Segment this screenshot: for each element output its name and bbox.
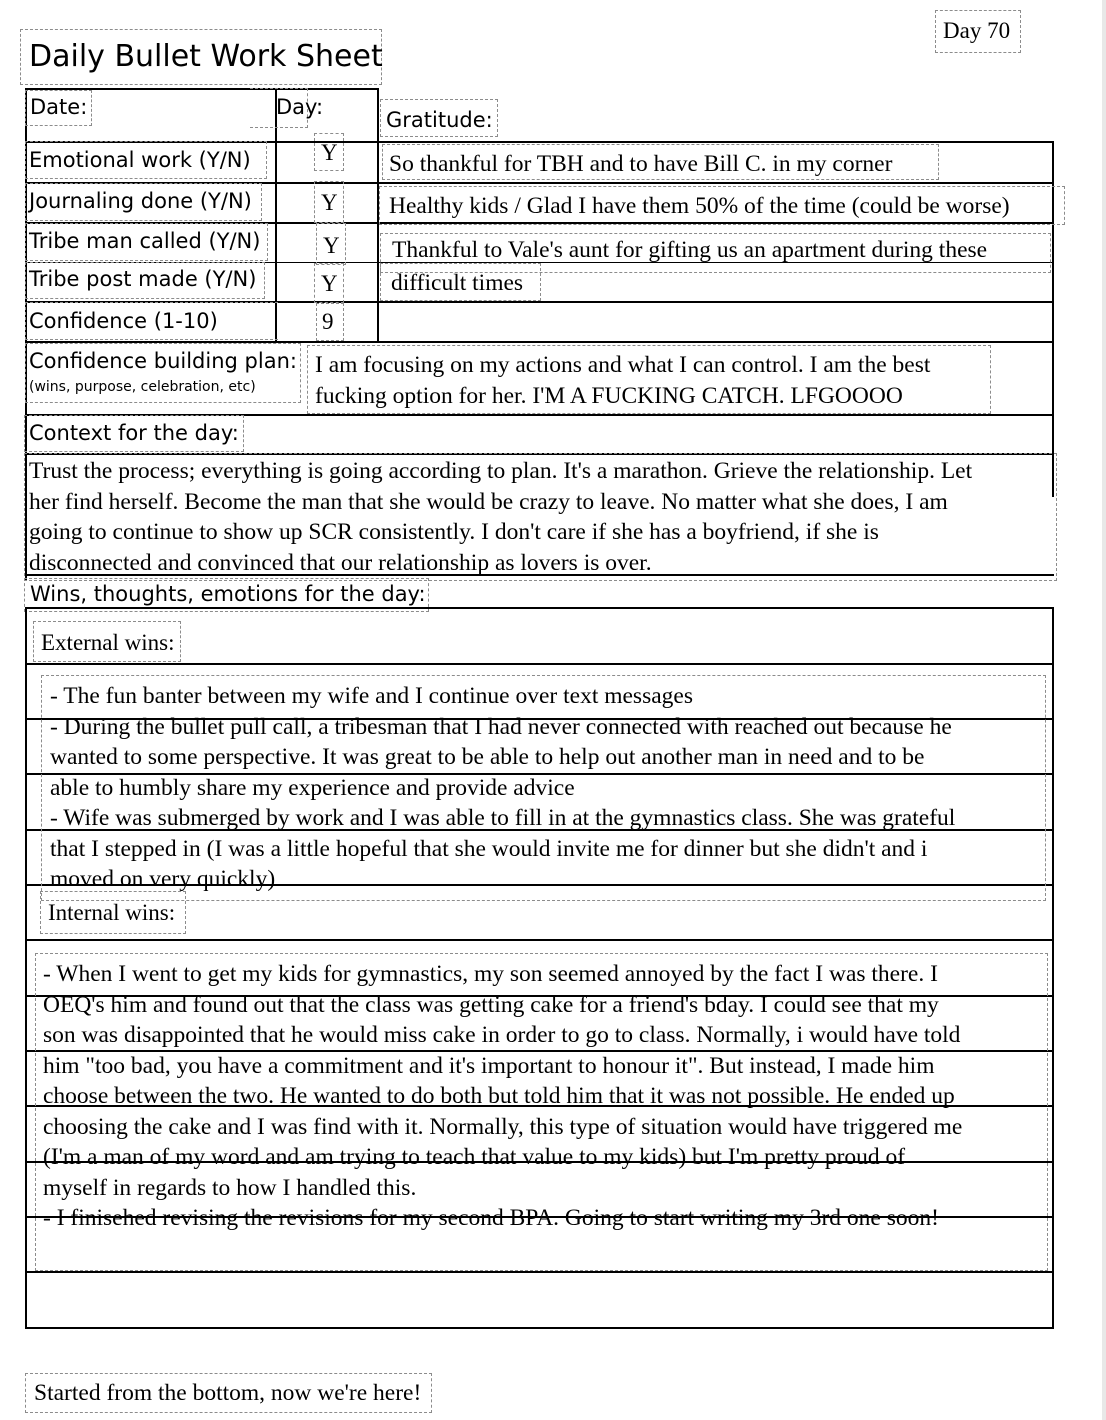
gratitude-item-2[interactable]: Healthy kids / Glad I have them 50% of the time (could be worse) [379, 186, 1065, 225]
confidence-plan-sublabel: (wins, purpose, celebration, etc) [29, 379, 256, 395]
worksheet-title: Daily Bullet Work Sheet [29, 39, 383, 74]
row-line [25, 663, 1054, 665]
checklist-value-tribe-man-called[interactable]: Y [316, 223, 346, 265]
internal-wins-text[interactable]: - When I went to get my kids for gymnastics, my son seemed annoyed by the fact I was there. I OEQ's him and found out that the class was getting cake for a friend's bday. I could see that my son was disappointed that he would miss cake in order to go to class. Normally, i would have told him "too bad, you have a commitment and it's important to honour it". But instead, I made him choose between the two. He wanted to do both but told him that it was not possible. He ended up choosing the cake and I was find with it. Normally, this type of situation would have triggered me (I'm a man of my word and am trying to teach that value to my kids) but I'm pretty proud of myself in regards to how I handled this. - I finisehed revising the revisions for my second BPA. Going to start writing my 3rd one soon! [35, 953, 1048, 1271]
checklist-value-confidence[interactable]: 9 [316, 303, 344, 341]
date-label: Date: [30, 95, 88, 119]
confidence-plan-text[interactable]: I am focusing on my actions and what I can control. I am the best fucking option for her. I'M A FUCKING CATCH. LFGOOOO [307, 345, 991, 414]
checklist-label-tribe-post-made: Tribe post made (Y/N) [25, 262, 265, 299]
date-label-box [25, 90, 92, 126]
day-label-box [250, 88, 324, 128]
checklist-label-tribe-man-called: Tribe man called (Y/N) [25, 223, 268, 261]
day-badge [935, 10, 1021, 53]
footer-tagline: Started from the bottom, now we're here! [34, 1380, 422, 1406]
footer-tagline-box [25, 1373, 432, 1413]
gratitude-item-3[interactable]: Thankful to Vale's aunt for gifting us an apartment during these [380, 233, 1051, 273]
row-line [25, 1271, 1054, 1273]
internal-wins-label: Internal wins: [48, 900, 176, 925]
checklist-label-emotional-work: Emotional work (Y/N) [25, 141, 267, 179]
context-text[interactable]: Trust the process; everything is going according to plan. It's a marathon. Grieve the relationship. Let her find herself. Become the man that she would be crazy to leave. No matter what she does, I am going to continue to show up SCR consistently. I don't care if she has a boyfriend, if she is disconnected and convinced that our relationship as lovers is over. [24, 453, 1057, 581]
gratitude-item-1[interactable]: So thankful for TBH and to have Bill C. in my corner [382, 144, 939, 180]
external-wins-text[interactable]: - The fun banter between my wife and I continue over text messages - During the bullet pull call, a tribesman that I had never connected with reached out because he wanted to some perspective. It was great to be able to help out another man in need and to be able to humbly share my experience and provide advice - Wife was submerged by work and I was able to fill in at the gymnastics class. She was grateful that I stepped in (I was a little hopeful that she would invite me for dinner but she didn't and i moved on very quickly) [41, 675, 1046, 901]
wins-border-left [25, 607, 27, 1328]
internal-wins-label-box [40, 891, 186, 934]
context-label: Context for the day: [29, 421, 239, 445]
confidence-plan-label-box [25, 343, 301, 403]
confidence-plan-label: Confidence building plan: [29, 349, 297, 373]
external-wins-label: External wins: [41, 630, 175, 655]
checklist-value-emotional-work[interactable]: Y [314, 133, 344, 171]
gratitude-label-box [380, 99, 498, 137]
day-label: Day: [276, 95, 324, 119]
row-line [25, 574, 1054, 576]
context-label-box [24, 415, 244, 452]
checklist-value-journaling[interactable]: Y [314, 181, 344, 223]
gratitude-label: Gratitude: [386, 108, 493, 132]
date-field[interactable] [95, 92, 270, 138]
worksheet-title-box [20, 29, 382, 85]
row-line [25, 1327, 1054, 1329]
page-scrollbar[interactable] [1102, 0, 1106, 1420]
row-line [25, 607, 1054, 609]
checklist-value-tribe-post-made[interactable]: Y [314, 263, 344, 303]
wins-border-right [1052, 607, 1054, 1328]
gratitude-item-4[interactable]: difficult times [380, 263, 541, 301]
external-wins-label-box [33, 621, 181, 662]
checklist-label-journaling: Journaling done (Y/N) [25, 183, 262, 221]
gratitude-border-right [1052, 141, 1054, 342]
row-line [25, 939, 1054, 941]
checklist-label-confidence: Confidence (1-10) [25, 302, 278, 340]
wins-label: Wins, thoughts, emotions for the day: [30, 582, 426, 606]
day-badge-text: Day 70 [943, 18, 1011, 43]
day-field[interactable] [310, 92, 374, 138]
